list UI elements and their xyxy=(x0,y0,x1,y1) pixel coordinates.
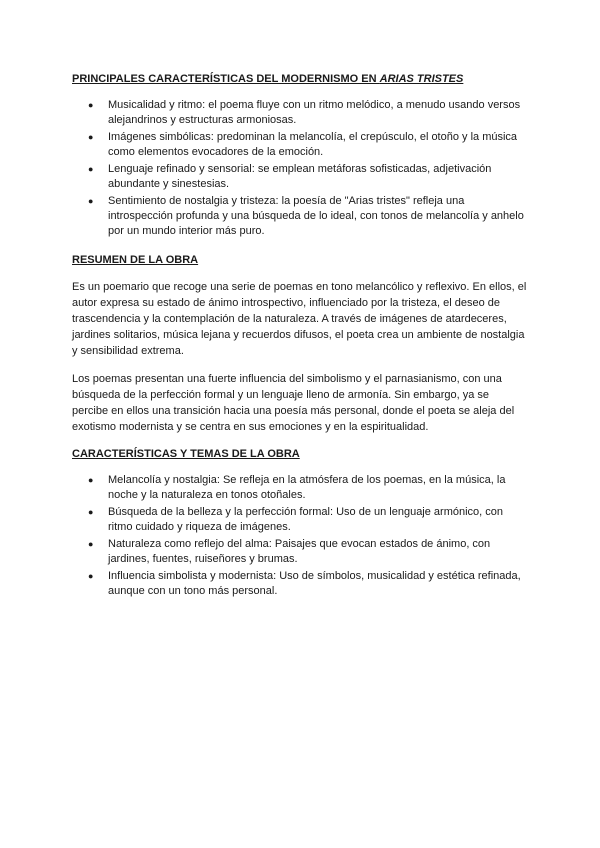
heading-themes: CARACTERÍSTICAS Y TEMAS DE LA OBRA xyxy=(72,448,300,460)
list-item: ● Lenguaje refinado y sensorial: se emplean metáforas sofisticadas, adjetivación abundante y sinestesias. xyxy=(88,163,492,190)
list-item: ● Naturaleza como reflejo del alma: Paisajes que evocan estados de ánimo, con jardines, fuentes, ruiseñores y brumas. xyxy=(88,538,491,565)
list-item: ● Imágenes simbólicas: predominan la melancolía, el crepúsculo, el otoño y la música como elementos evocadores de la emoción. xyxy=(88,131,518,158)
list-item: ● Sentimiento de nostalgia y tristeza: la poesía de "Arias tristes" refleja una introspección profunda y una búsqueda de lo ideal, con tonos de melancolía y anhelo por un mundo interior más puro. xyxy=(88,195,524,237)
bullet-icon: ● xyxy=(88,539,94,549)
bullet-icon: ● xyxy=(88,571,94,581)
bullet-icon: ● xyxy=(88,475,94,485)
bullet-icon: ● xyxy=(88,164,94,174)
summary-paragraph-2: Los poemas presentan una fuerte influencia del simbolismo y el parnasianismo, con una búsqueda de la perfección formal y un lenguaje lleno de armonía. Sin embargo, ya se percibe en ellos una transición hacia una poesía más personal, donde el poeta se aleja del exotismo modernista y se centra en sus emociones y en la espiritualidad. xyxy=(72,373,515,433)
list-item: ● Influencia simbolista y modernista: Uso de símbolos, musicalidad y estética refinada, aunque con un tono más personal. xyxy=(88,570,521,597)
heading-title-italic: ARIAS TRISTES xyxy=(379,73,464,85)
bullet-icon: ● xyxy=(88,507,94,517)
themes-list xyxy=(72,473,528,599)
bullet-icon: ● xyxy=(88,132,94,142)
bullet-icon: ● xyxy=(88,100,94,110)
heading-modernism-characteristics xyxy=(72,72,528,86)
list-item: ● Musicalidad y ritmo: el poema fluye con un ritmo melódico, a menudo usando versos alejandrinos y estructuras armoniosas. xyxy=(88,99,521,126)
document-page xyxy=(72,72,528,605)
summary-paragraph-1: Es un poemario que recoge una serie de poemas en tono melancólico y reflexivo. En ellos, el autor expresa su estado de ánimo introspectivo, influenciado por la tristeza, el deseo de trascendencia y la contemplación de la naturaleza. A través de imágenes de atardeceres, jardines solitarios, música lejana y recuerdos difusos, el poeta crea un ambiente de nostalgia y sensibilidad extrema. xyxy=(72,281,527,357)
modernism-characteristics-list xyxy=(72,98,528,239)
heading-summary: RESUMEN DE LA OBRA xyxy=(72,254,199,266)
list-item: ● Búsqueda de la belleza y la perfección formal: Uso de un lenguaje armónico, con ritmo cuidado y riqueza de imágenes. xyxy=(88,506,504,533)
list-item: ● Melancolía y nostalgia: Se refleja en la atmósfera de los poemas, en la música, la noche y la naturaleza en tonos otoñales. xyxy=(88,474,506,501)
bullet-icon: ● xyxy=(88,196,94,206)
heading-prefix: PRINCIPALES CARACTERÍSTICAS DEL MODERNISMO EN xyxy=(72,73,380,85)
